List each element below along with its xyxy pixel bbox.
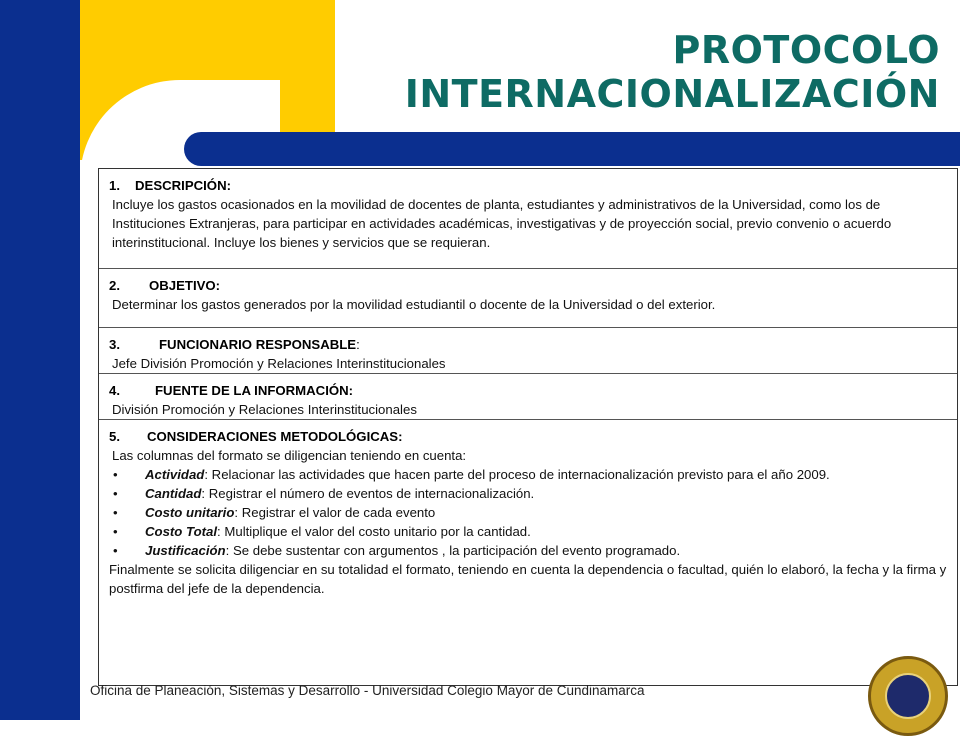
section-heading bbox=[109, 335, 947, 354]
section-closing: Finalmente se solicita diligenciar en su totalidad el formato, teniendo en cuenta la dependencia o facultad, quién lo elaboró, la fecha y la firma y postfirma del jefe de la dependencia. bbox=[109, 562, 947, 596]
section-responsible bbox=[99, 328, 957, 374]
seal-center bbox=[885, 673, 931, 719]
title-line-2: INTERNACIONALIZACIÓN bbox=[404, 72, 940, 116]
item-text: : Se debe sustentar con argumentos , la participación del evento programado. bbox=[225, 543, 681, 558]
section-title: OBJETIVO: bbox=[149, 278, 221, 293]
bullet-icon: • bbox=[113, 524, 118, 539]
section-text: Jefe División Promoción y Relaciones Interinstitucionales bbox=[112, 356, 446, 371]
list-item bbox=[109, 522, 947, 541]
section-title: FUENTE DE LA INFORMACIÓN: bbox=[155, 383, 354, 398]
section-text: Incluye los gastos ocasionados en la movilidad de docentes de planta, estudiantes y administrativos de la Universidad, como los de Instituciones Extranjeras, para participar en actividades académicas, investigativas y de proyección social, previo convenio o acuerdo interinstitucional. Incluye los bienes y servicios que se requieran. bbox=[112, 197, 892, 250]
page-title bbox=[405, 28, 940, 116]
title-line-1: PROTOCOLO bbox=[672, 28, 940, 72]
footer-text: Oficina de Planeación, Sistemas y Desarrollo - Universidad Colegio Mayor de Cundinamarca bbox=[90, 683, 645, 698]
section-source bbox=[99, 374, 957, 420]
section-title: DESCRIPCIÓN: bbox=[135, 178, 231, 193]
section-methodology bbox=[99, 420, 957, 606]
left-blue-band bbox=[0, 0, 80, 720]
section-number: 4. bbox=[109, 383, 120, 398]
section-heading bbox=[109, 427, 947, 446]
section-heading bbox=[109, 276, 947, 295]
bullet-icon: • bbox=[113, 543, 118, 558]
item-text: : Multiplique el valor del costo unitario por la cantidad. bbox=[217, 524, 531, 539]
section-title: CONSIDERACIONES METODOLÓGICAS: bbox=[147, 429, 403, 444]
bullet-icon: • bbox=[113, 486, 118, 501]
list-item bbox=[109, 484, 947, 503]
item-term: Costo unitario bbox=[145, 505, 235, 520]
item-term: Justificación bbox=[145, 543, 226, 558]
list-item bbox=[109, 503, 947, 522]
item-text: : Registrar el número de eventos de internacionalización. bbox=[201, 486, 535, 501]
section-number: 5. bbox=[109, 429, 120, 444]
section-title: FUNCIONARIO RESPONSABLE bbox=[159, 337, 357, 352]
section-description bbox=[99, 169, 957, 269]
section-objective bbox=[99, 269, 957, 328]
item-text: : Registrar el valor de cada evento bbox=[234, 505, 436, 520]
section-number: 3. bbox=[109, 337, 120, 352]
content-box bbox=[98, 168, 958, 686]
section-number: 1. bbox=[109, 178, 120, 193]
list-item bbox=[109, 465, 947, 484]
section-heading bbox=[109, 176, 947, 195]
bullet-icon: • bbox=[113, 467, 118, 482]
section-title-suffix: : bbox=[356, 337, 360, 352]
list-item bbox=[109, 541, 947, 560]
bullet-icon: • bbox=[113, 505, 118, 520]
section-intro: Las columnas del formato se diligencian teniendo en cuenta: bbox=[112, 448, 467, 463]
university-seal-icon bbox=[868, 656, 948, 736]
header-blue-bar bbox=[184, 132, 960, 166]
item-term: Costo Total bbox=[145, 524, 218, 539]
item-text: : Relacionar las actividades que hacen parte del proceso de internacionalización previsto para el año 2009. bbox=[204, 467, 830, 482]
methodology-list bbox=[109, 465, 947, 560]
item-term: Cantidad bbox=[145, 486, 202, 501]
item-term: Actividad bbox=[145, 467, 205, 482]
section-text: Determinar los gastos generados por la movilidad estudiantil o docente de la Universidad o del exterior. bbox=[112, 297, 716, 312]
section-heading bbox=[109, 381, 947, 400]
section-text: División Promoción y Relaciones Interinstitucionales bbox=[112, 402, 417, 417]
section-number: 2. bbox=[109, 278, 120, 293]
